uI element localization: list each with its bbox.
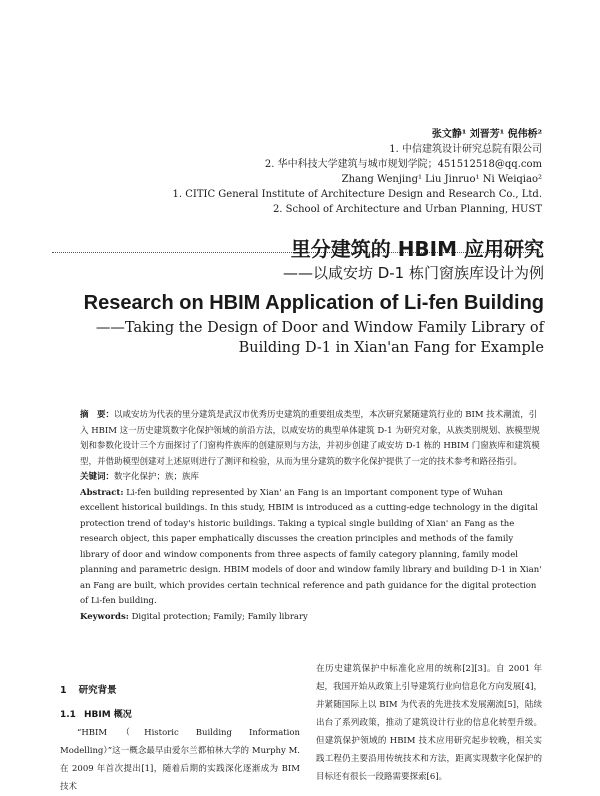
affiliation-en-1: 1. CITIC General Institute of Architecture Design and Research Co., Ltd. — [172, 189, 542, 200]
subsection-title: HBIM 概况 — [83, 710, 132, 720]
abstract-chinese — [80, 408, 542, 470]
subtitle-english-line-2: Building D-1 in Xian'an Fang for Example — [238, 340, 544, 356]
keywords-cn-text: 数字化保护；族；族库 — [114, 472, 200, 482]
subsection-number: 1.1 — [60, 710, 76, 720]
affiliation-cn-2: 2. 华中科技大学建筑与城市规划学院；451512518@qq.com — [264, 159, 542, 170]
keywords-english — [80, 610, 542, 626]
section-number: 1 — [60, 685, 67, 696]
affiliation-en-2: 2. School of Architecture and Urban Planning, HUST — [272, 204, 542, 215]
section-title: 研究背景 — [78, 685, 117, 696]
title-english: Research on HBIM Application of Li-fen Building — [83, 292, 544, 314]
keywords-chinese — [80, 470, 542, 486]
body-column-left — [60, 682, 300, 796]
keywords-en-label: Keywords: — [80, 611, 129, 622]
abstract-cn-label: 摘 要： — [80, 410, 115, 420]
affiliation-cn-1: 1. 中信建筑设计研究总院有限公司 — [389, 144, 542, 155]
author-block — [173, 127, 542, 217]
abstract-english — [80, 486, 542, 610]
abstract-en-text: Li-fen building represented by Xian' an Fang is an important component type of Wuhan excellent historical buildings. In this study, HBIM is introduced as a cutting-edge technology in the digital protection trend of today's historic buildings. Taking a typical single building of Xian' an Fang as the research object, this paper emphatically discusses the creation principles and methods of the family library of door and window components from three aspects of family category planning, family model planning and parametric design. HBIM models of door and window family library and building D-1 in Xian' an Fang are built, which provides certain technical reference and path guidance for the digital protection of Li-fen building. — [80, 487, 542, 606]
title-chinese: 里分建筑的 HBIM 应用研究 — [290, 237, 544, 261]
body-paragraph-right: 在历史建筑保护中标准化应用的统称[2][3]。自 2001 年起，我国开始从政策上引导建筑行业向信息化方向发展[4]，并紧随国际上以 BIM 为代表的先进技术发展潮流[5]，陆续出台了系列政策，推动了建筑设计行业的信息化转型升级。但建筑保护领域的 HBIM 技术应用研究起步较晚，相关实践工程仍主要沿用传统技术和方法，距离实现数字化保护的目标还有很长一段路需要探索[6]。 — [316, 664, 542, 782]
subtitle-chinese: ——以咸安坊 D-1 栋门窗族库设计为例 — [282, 264, 544, 282]
abstract-en-label: Abstract: — [80, 487, 124, 498]
title-block — [84, 236, 544, 358]
body-paragraph-left: “HBIM（Historic Building Information Modelling）”这一概念最早由爱尔兰都柏林大学的 Murphy M. 在 2009 年首次提出[1]，随着后期的实践深化逐渐成为 BIM 技术 — [60, 728, 300, 792]
section-heading — [60, 682, 300, 700]
subsection-heading — [60, 706, 300, 724]
abstract-block — [80, 408, 542, 625]
body-column-right — [316, 660, 542, 786]
keywords-en-text: Digital protection; Family; Family library — [131, 611, 308, 622]
subtitle-english-line-1: ——Taking the Design of Door and Window Family Library of — [95, 320, 544, 336]
author-names-cn: 张文静¹ 刘晋芳¹ 倪伟桥² — [431, 129, 542, 140]
abstract-cn-text: 以咸安坊为代表的里分建筑是武汉市优秀历史建筑的重要组成类型，本次研究紧随建筑行业的 BIM 技术潮流，引入 HBIM 这一历史建筑数字化保护领域的前沿方法，以咸安坊的典型单体建筑 D-1 为研究对象，从族类别规划、族模型规划和参数化设计三个方面探讨了门窗构件族库的创建原则与方法，并初步创建了咸安坊 D-1 栋的 HBIM 门窗族库和建筑模型，并借助模型创建对上述原则进行了测评和检验，从而为里分建筑的数字化保护提供了一定的技术参考和路径指引。 — [80, 410, 540, 467]
author-names-en: Zhang Wenjing¹ Liu Jinruo¹ Ni Weiqiao² — [341, 174, 542, 185]
keywords-cn-label: 关键词： — [80, 472, 115, 482]
